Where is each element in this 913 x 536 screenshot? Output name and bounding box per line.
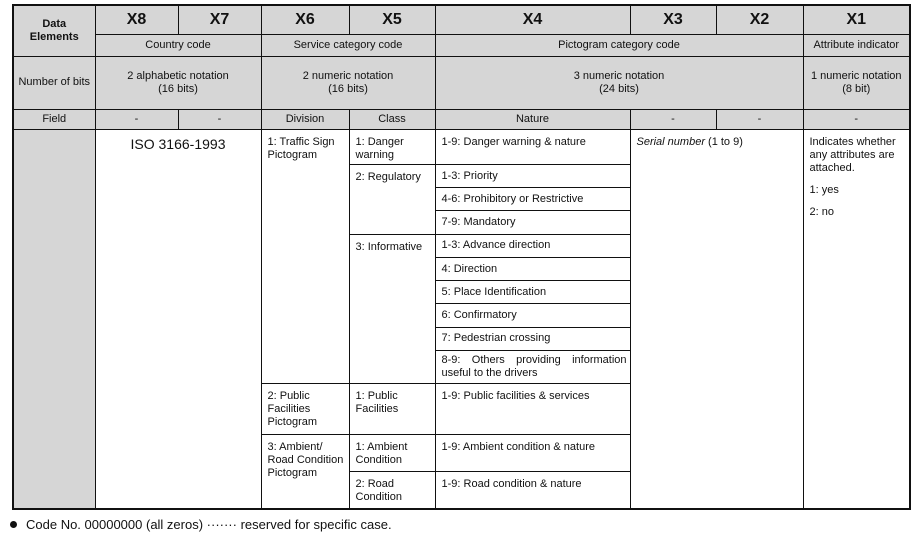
nature-confirmatory: 6: Confirmatory bbox=[435, 304, 630, 327]
class-ambient-condition: 1: Ambient Condition bbox=[349, 434, 435, 471]
field-division: Division bbox=[261, 109, 349, 129]
serial-number-cell: Serial number (1 to 9) bbox=[630, 129, 803, 509]
class-informative: 3: Informative bbox=[349, 234, 435, 383]
field-x3: - bbox=[630, 109, 716, 129]
nature-advance-direction: 1-3: Advance direction bbox=[435, 234, 630, 257]
field-label: Field bbox=[13, 109, 95, 129]
header-row bbox=[13, 5, 910, 34]
bullet-icon bbox=[10, 521, 17, 528]
pictogram-category-label: Pictogram category code bbox=[435, 34, 803, 56]
bits-row bbox=[13, 57, 910, 110]
nature-direction: 4: Direction bbox=[435, 257, 630, 280]
attribute-bits: 1 numeric notation (8 bit) bbox=[803, 57, 910, 110]
attribute-description: Indicates whether any attributes are attached. bbox=[809, 135, 896, 174]
nature-others: 8-9: Others providing information useful to the drivers bbox=[435, 350, 630, 383]
code-x5: X5 bbox=[349, 5, 435, 34]
code-x1: X1 bbox=[803, 5, 910, 34]
code-x2: X2 bbox=[716, 5, 803, 34]
attribute-indicator-label: Attribute indicator bbox=[803, 34, 910, 56]
footnote-text: Code No. 00000000 (all zeros) ······· reserved for specific case. bbox=[26, 517, 392, 532]
field-x8: - bbox=[95, 109, 178, 129]
class-public-facilities: 1: Public Facilities bbox=[349, 384, 435, 435]
division-traffic-sign: 1: Traffic Sign Pictogram bbox=[261, 129, 349, 383]
country-code-label: Country code bbox=[95, 34, 261, 56]
nature-prohibitory: 4-6: Prohibitory or Restrictive bbox=[435, 188, 630, 211]
code-x8: X8 bbox=[95, 5, 178, 34]
pictogram-bits: 3 numeric notation (24 bits) bbox=[435, 57, 803, 110]
code-x6: X6 bbox=[261, 5, 349, 34]
attribute-yes: 1: yes bbox=[809, 183, 839, 196]
iso-cell bbox=[95, 129, 261, 509]
left-blank-column bbox=[13, 129, 95, 509]
data-elements-label: Data Elements bbox=[13, 5, 95, 57]
field-row bbox=[13, 109, 910, 129]
nature-place-identification: 5: Place Identification bbox=[435, 281, 630, 304]
service-bits: 2 numeric notation (16 bits) bbox=[261, 57, 435, 110]
nature-mandatory: 7-9: Mandatory bbox=[435, 211, 630, 234]
country-bits: 2 alphabetic notation (16 bits) bbox=[95, 57, 261, 110]
attribute-no: 2: no bbox=[809, 205, 834, 218]
nature-road-condition: 1-9: Road condition & nature bbox=[435, 471, 630, 509]
iso-standard: ISO 3166-1993 bbox=[130, 135, 226, 152]
footnote bbox=[10, 517, 392, 533]
nature-public-facilities: 1-9: Public facilities & services bbox=[435, 384, 630, 435]
division-ambient-road: 3: Ambient/ Road Condition Pictogram bbox=[261, 434, 349, 509]
attribute-description-cell bbox=[803, 129, 910, 509]
code-x4: X4 bbox=[435, 5, 630, 34]
class-danger-warning: 1: Danger warning bbox=[349, 129, 435, 164]
field-class: Class bbox=[349, 109, 435, 129]
nature-priority: 1-3: Priority bbox=[435, 165, 630, 188]
code-x3: X3 bbox=[630, 5, 716, 34]
class-regulatory: 2: Regulatory bbox=[349, 165, 435, 235]
division-public-facilities: 2: Public Facilities Pictogram bbox=[261, 384, 349, 435]
nature-danger: 1-9: Danger warning & nature bbox=[435, 129, 630, 164]
nature-ambient-condition: 1-9: Ambient condition & nature bbox=[435, 434, 630, 471]
service-category-label: Service category code bbox=[261, 34, 435, 56]
code-x7: X7 bbox=[178, 5, 261, 34]
nature-pedestrian-crossing: 7: Pedestrian crossing bbox=[435, 327, 630, 350]
field-x2: - bbox=[716, 109, 803, 129]
field-nature: Nature bbox=[435, 109, 630, 129]
class-road-condition: 2: Road Condition bbox=[349, 471, 435, 509]
code-structure-table bbox=[12, 4, 911, 510]
table-row bbox=[13, 129, 910, 164]
field-x7: - bbox=[178, 109, 261, 129]
field-x1: - bbox=[803, 109, 910, 129]
number-of-bits-label: Number of bits bbox=[13, 57, 95, 110]
category-row bbox=[13, 34, 910, 56]
